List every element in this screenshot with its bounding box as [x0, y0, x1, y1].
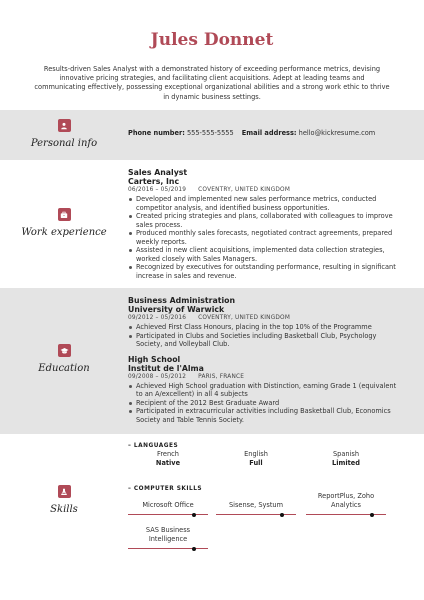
personal-info-section	[0, 110, 424, 160]
language-name: Spanish	[332, 450, 360, 458]
language-name: English	[244, 450, 268, 458]
work-experience-heading	[0, 208, 128, 238]
degree: Business Administration	[128, 296, 236, 305]
degree: High School	[128, 354, 181, 364]
phone-value: 555-555-5555	[186, 129, 234, 137]
education-dates: 09/2008 – 05/2012	[128, 373, 187, 380]
job-dates: 06/2016 – 05/2019	[128, 187, 187, 193]
skill-level-marker	[192, 513, 196, 517]
list-item: Developed and implemented new sales performance metrics, conducted competitor analysis, and identified business opportunities.	[136, 195, 398, 212]
job-meta	[128, 186, 398, 195]
briefcase-icon	[58, 208, 71, 221]
education-dates: 09/2012 – 05/2016	[128, 315, 187, 321]
education-entry	[128, 296, 398, 349]
computer-skill-label: Sisense, Systum	[228, 501, 284, 509]
language-level: Limited	[332, 459, 360, 467]
skill-level-bar	[128, 514, 208, 515]
skill-level-bar	[306, 514, 386, 515]
education-location: PARIS, FRANCE	[198, 373, 245, 380]
education-bullets	[128, 323, 398, 349]
list-item: Recipient of the 2012 Best Graduate Award	[136, 399, 398, 408]
summary-text: Results-driven Sales Analyst with a demonstrated history of exceeding performance metrics, devising innovative pricing strategies, and facilitating client acquisitions. Adept at leading teams and communicating effectively, possessing exceptional organizational abilities and a strong work ethic to thrive in dynamic business settings.	[34, 65, 390, 101]
job-title: Sales Analyst	[128, 168, 188, 177]
email-label: Email address:	[241, 129, 297, 137]
candidate-name: Jules Donnet	[150, 30, 274, 50]
education-location: COVENTRY, UNITED KINGDOM	[198, 315, 291, 321]
list-item: Created pricing strategies and plans, collaborated with colleagues to improve sales process.	[136, 212, 398, 229]
skill-level-marker	[192, 547, 196, 551]
company-name: Carters, Inc	[128, 177, 180, 186]
list-item: Participated in extracurricular activities including Basketball Club, Economics Society and Table Tennis Society.	[136, 407, 398, 424]
skill-level-bar	[216, 514, 296, 515]
language-item	[306, 450, 386, 468]
languages-heading: – LANGUAGES	[128, 443, 179, 449]
job-location: COVENTRY, UNITED KINGDOM	[198, 187, 291, 193]
education-entry	[128, 355, 398, 425]
personal-info-heading	[0, 119, 128, 149]
language-level: Full	[249, 459, 263, 467]
skills-section	[0, 434, 424, 600]
work-experience-section	[0, 160, 424, 288]
list-item: Assisted in new client acquisitions, implemented data collection strategies, worked closely with Sales Managers.	[136, 246, 398, 263]
skills-title: Skills	[50, 504, 78, 515]
language-item	[216, 450, 296, 468]
education-heading	[0, 344, 128, 374]
language-level: Native	[155, 459, 181, 467]
graduation-cap-icon	[58, 344, 71, 357]
education-section	[0, 288, 424, 434]
skill-level-marker	[370, 513, 374, 517]
school-name: University of Warwick	[128, 305, 225, 314]
phone-label: Phone number:	[128, 129, 185, 137]
job-bullets	[128, 195, 398, 280]
skills-heading	[0, 485, 128, 515]
education-bullets	[128, 382, 398, 425]
list-item: Recognized by executives for outstanding performance, resulting in significant increase in sales and revenue.	[136, 263, 398, 280]
list-item: Achieved High School graduation with Distinction, earning Grade 1 (equivalent to an A/excellent) in all 4 subjects	[136, 381, 397, 398]
education-meta	[128, 373, 398, 382]
email-value[interactable]: hello@kickresume.com	[298, 129, 376, 137]
school-name: Institut de l'Alma	[128, 363, 204, 373]
skill-level-bar	[128, 548, 208, 549]
flask-icon	[58, 485, 71, 498]
person-icon	[58, 119, 71, 132]
personal-info-title: Personal info	[30, 138, 98, 149]
list-item: Produced monthly sales forecasts, negotiated contract agreements, prepared weekly reports.	[136, 229, 398, 246]
work-experience-title: Work experience	[21, 227, 107, 238]
education-meta	[128, 314, 398, 323]
list-item: Participated in Clubs and Societies including Basketball Club, Psychology Society, and Volleyball Club.	[136, 332, 398, 349]
skill-level-marker	[280, 513, 284, 517]
computer-skill-label: ReportPlus, Zoho Analytics	[317, 492, 375, 509]
computer-skill-label: SAS Business Intelligence	[145, 526, 191, 543]
computer-skill-label: Microsoft Office	[142, 501, 194, 509]
language-name: French	[157, 450, 179, 458]
language-item	[128, 450, 208, 468]
computer-skills-heading: – COMPUTER SKILLS	[128, 486, 203, 492]
education-title: Education	[38, 363, 90, 374]
contact-line	[128, 129, 398, 137]
list-item: Achieved First Class Honours, placing in the top 10% of the Programme	[136, 323, 398, 332]
